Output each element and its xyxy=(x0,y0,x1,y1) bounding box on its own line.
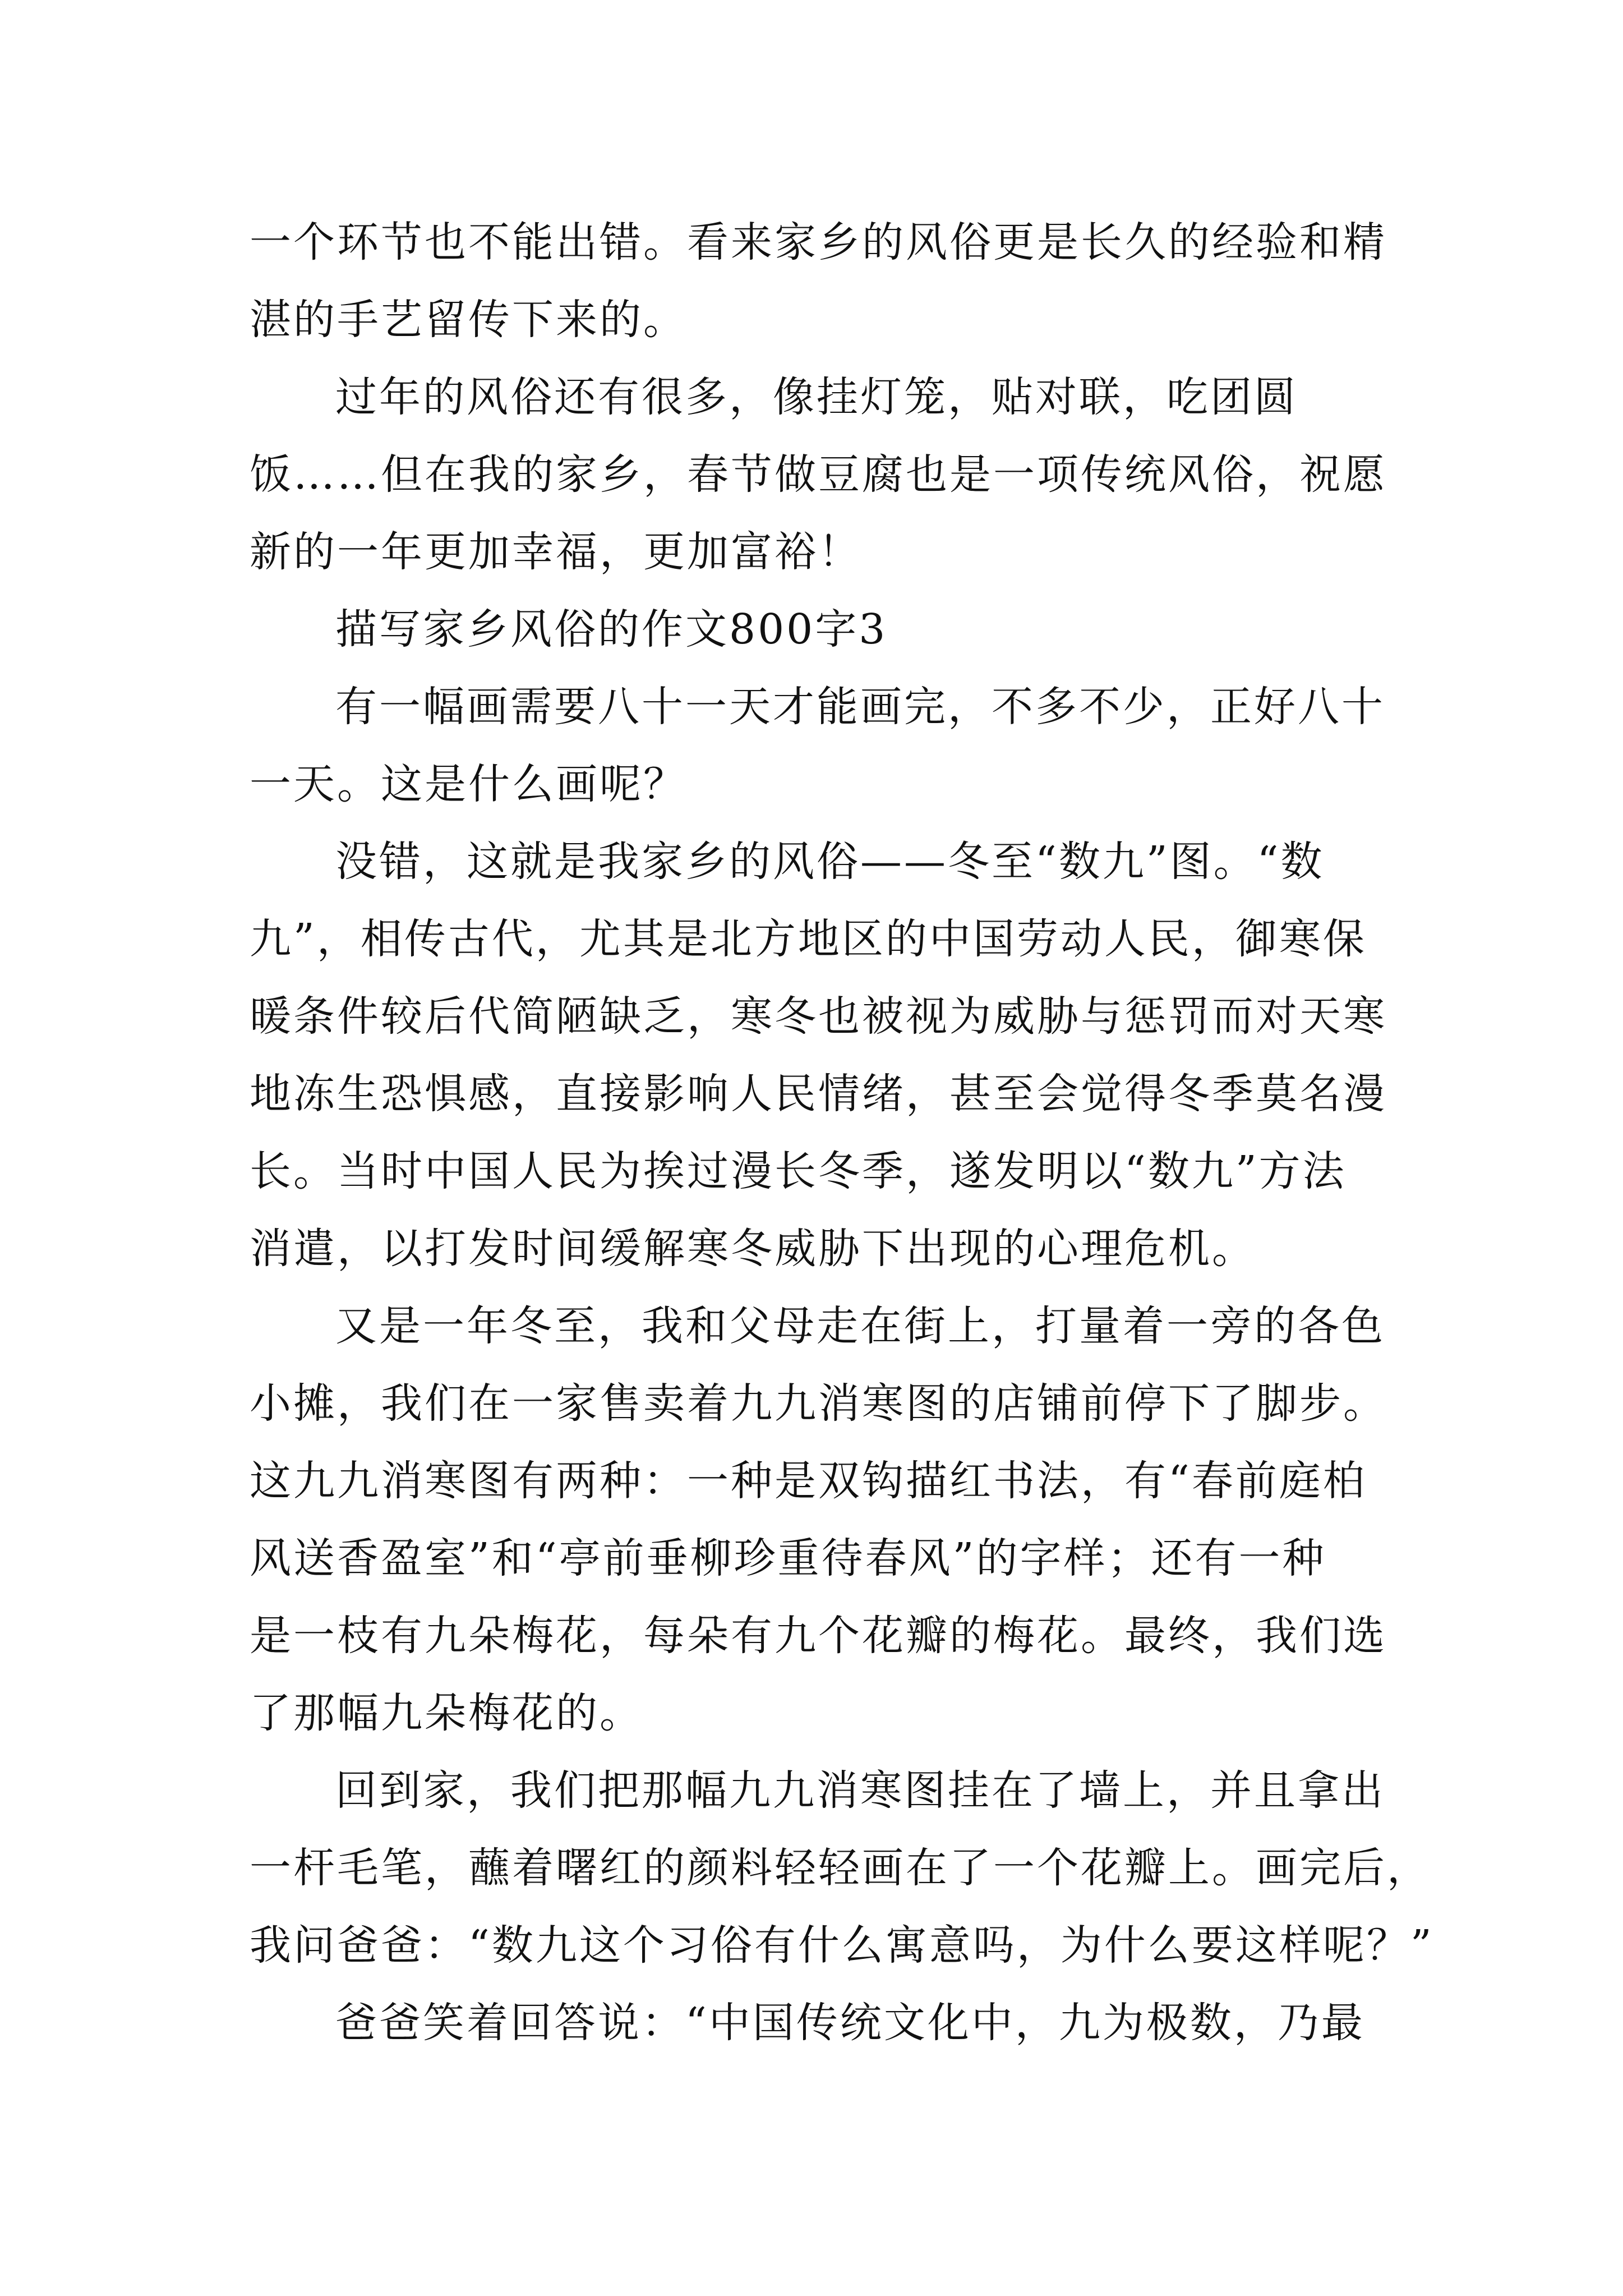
text-line: 这九九消寒图有两种：一种是双钩描红书法，有“春前庭柏 xyxy=(250,1457,1367,1505)
paragraph-first-line: 没错，这就是我家乡的风俗——冬至“数九”图。“数 xyxy=(335,838,1325,886)
text-line: 风送香盈室”和“亭前垂柳珍重待春风”的字样；还有一种 xyxy=(250,1534,1326,1582)
text-line: 饭……但在我的家乡，春节做豆腐也是一项传统风俗，祝愿 xyxy=(250,450,1387,499)
text-line: 地冻生恐惧感，直接影响人民情绪，甚至会觉得冬季莫名漫 xyxy=(250,1070,1387,1118)
text-line: 九”，相传古代，尤其是北方地区的中国劳动人民，御寒保 xyxy=(250,915,1367,963)
text-line: 湛的手艺留传下来的。 xyxy=(250,296,687,344)
text-line: 是一枝有九朵梅花，每朵有九个花瓣的梅花。最终，我们选 xyxy=(250,1612,1387,1660)
paragraph-first-line: 爸爸笑着回答说：“中国传统文化中，九为极数，乃最 xyxy=(335,1999,1365,2047)
text-line: 新的一年更加幸福，更加富裕！ xyxy=(250,528,862,576)
text-line: 长。当时中国人民为挨过漫长冬季，遂发明以“数九”方法 xyxy=(250,1147,1347,1195)
text-line: 小摊，我们在一家售卖着九九消寒图的店铺前停下了脚步。 xyxy=(250,1379,1387,1428)
text-line: 消遣，以打发时间缓解寒冬威胁下出现的心理危机。 xyxy=(250,1225,1256,1273)
text-line: 了那幅九朵梅花的。 xyxy=(250,1689,643,1737)
paragraph-first-line: 又是一年冬至，我和父母走在街上，打量着一旁的各色 xyxy=(335,1302,1385,1350)
paragraph-first-line: 过年的风俗还有很多，像挂灯笼，贴对联，吃团圆 xyxy=(335,373,1298,421)
text-line: 一杆毛笔，蘸着曙红的颜料轻轻画在了一个花瓣上。画完后， xyxy=(250,1844,1431,1892)
text-line: 一个环节也不能出错。看来家乡的风俗更是长久的经验和精 xyxy=(250,218,1387,266)
text-line: 一天。这是什么画呢？ xyxy=(250,760,687,808)
paragraph-first-line: 回到家，我们把那幅九九消寒图挂在了墙上，并且拿出 xyxy=(335,1766,1385,1815)
text-line: 我问爸爸：“数九这个习俗有什么寓意吗，为什么要这样呢？” xyxy=(250,1921,1434,1970)
text-line: 暖条件较后代简陋缺乏，寒冬也被视为威胁与惩罚而对天寒 xyxy=(250,992,1387,1041)
paragraph-first-line: 有一幅画需要八十一天才能画完，不多不少，正好八十 xyxy=(335,683,1385,731)
section-heading: 描写家乡风俗的作文800字3 xyxy=(335,605,888,654)
